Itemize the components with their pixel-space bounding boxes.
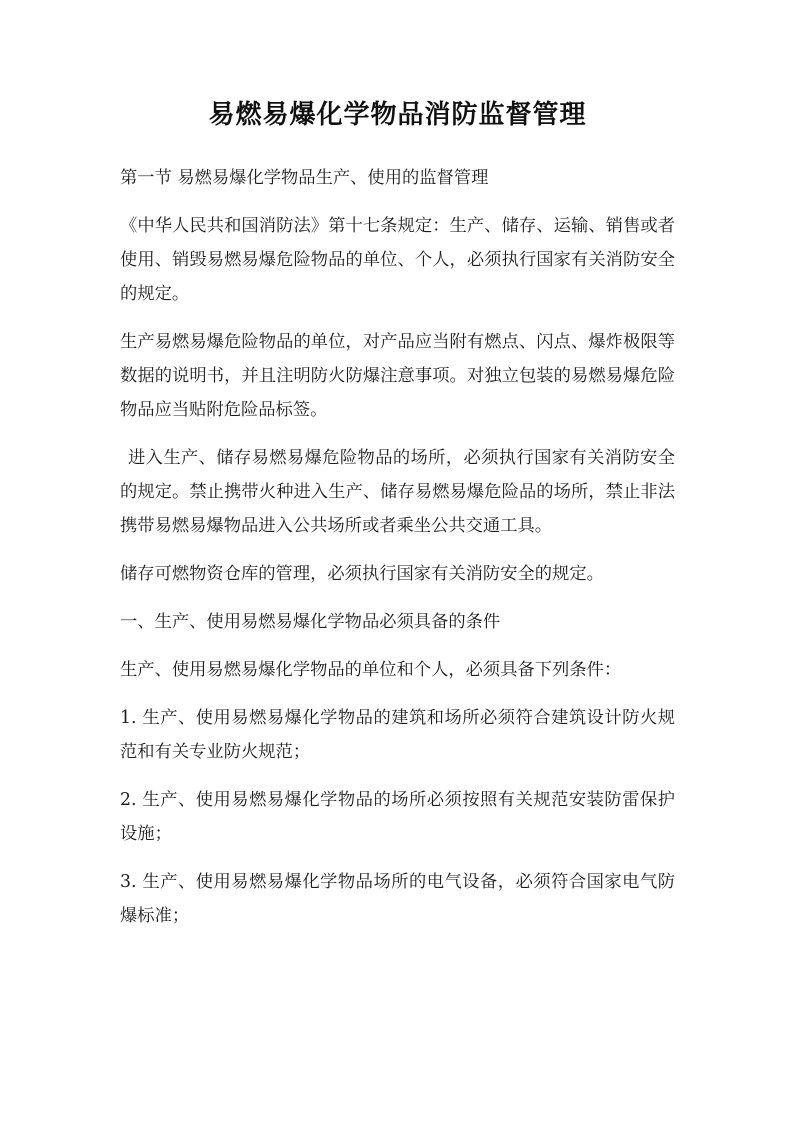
paragraph-fire-law: 《中华人民共和国消防法》第十七条规定：生产、储存、运输、销售或者使用、销毁易燃易爆危险物品的单位、个人，必须执行国家有关消防安全的规定。 [120,216,675,304]
list-item-1: 1. 生产、使用易燃易爆化学物品的建筑和场所必须符合建筑设计防火规范和有关专业防火规范； [120,708,675,762]
paragraph-storage: 储存可燃物资仓库的管理，必须执行国家有关消防安全的规定。 [120,564,604,584]
subheading-conditions: 一、生产、使用易燃易爆化学物品必须具备的条件 [120,612,501,632]
document-title: 易燃易爆化学物品消防监督管理 [208,100,587,130]
list-item-3: 3. 生产、使用易燃易爆化学物品场所的电气设备，必须符合国家电气防爆标准； [120,872,675,926]
paragraph-producer-requirements: 生产易燃易爆危险物品的单位，对产品应当附有燃点、闪点、爆炸极限等数据的说明书，并且注明防火防爆注意事项。对独立包装的易燃易爆危险物品应当贴附危险品标签。 [120,332,675,420]
paragraph-entry-rules: 进入生产、储存易燃易爆危险物品的场所，必须执行国家有关消防安全的规定。禁止携带火种进入生产、储存易燃易爆危险品的场所，禁止非法携带易燃易爆物品进入公共场所或者乘坐公共交通工具。 [120,448,675,536]
list-item-2: 2. 生产、使用易燃易爆化学物品的场所必须按照有关规范安装防雷保护设施； [120,790,675,844]
section-heading: 第一节 易燃易爆化学物品生产、使用的监督管理 [120,168,489,188]
paragraph-conditions-intro: 生产、使用易燃易爆化学物品的单位和个人，必须具备下列条件： [120,660,622,680]
